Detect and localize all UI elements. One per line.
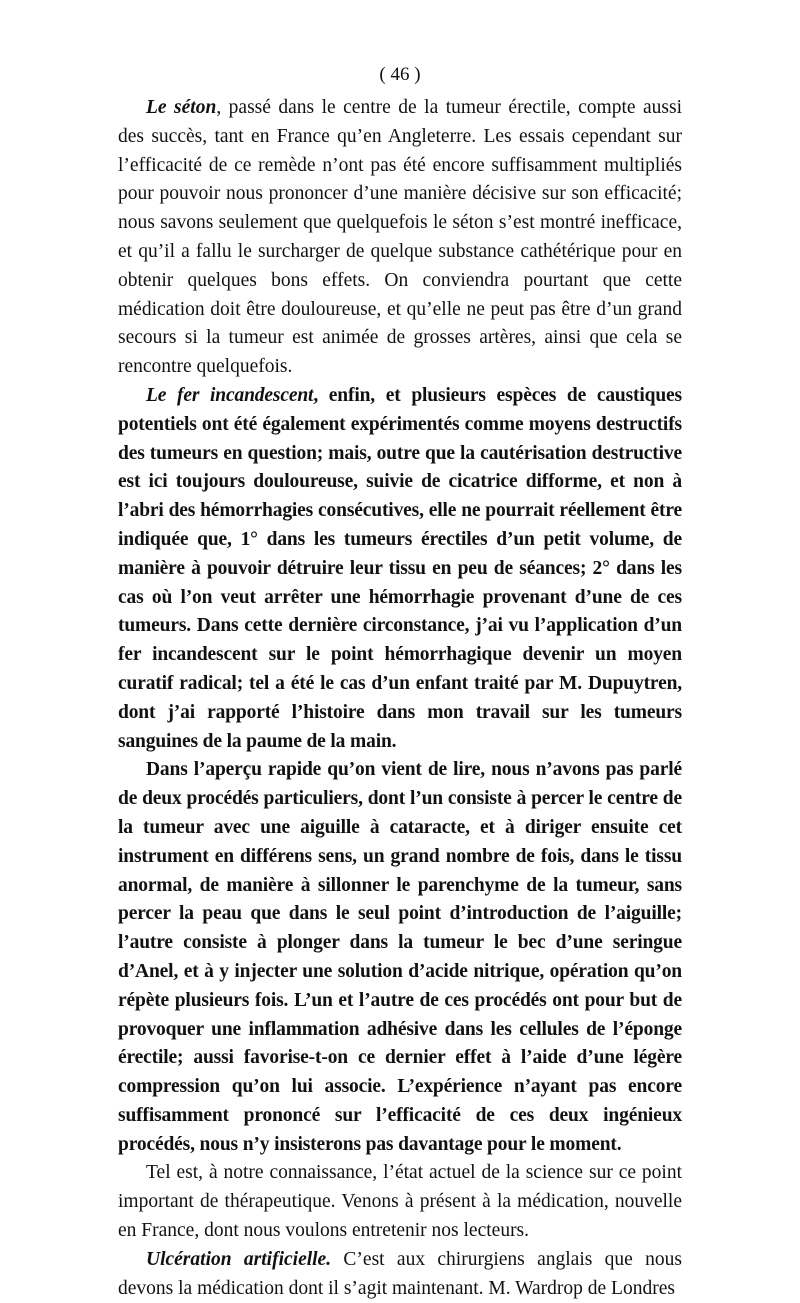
paragraph-body: Dans l’aperçu rapide qu’on vient de lire, nous n’avons pas parlé de deux procédés particuliers, dont l’un consiste à percer le centre de la tumeur avec une aiguille à cataracte, et à diriger ensuite cet instrument en différens sens, un grand nombre de fois, dans le tissu anormal, de manière à sillonner le parenchyme de la tumeur, sans percer la peau que dans le seul point d’introduction de l’aiguille; l’autre consiste à plonger dans la tumeur le bec d’une seringue d’Anel, et à y injecter une solution d’acide nitrique, opération qu’on répète plusieurs fois. L’un et l’autre de ces procédés ont pour but de provoquer une inflammation adhésive dans les cellules de l’éponge érectile; aussi favorise-t-on ce dernier effet à l’aide d’une légère compression qu’on lui associe. L’expérience n’ayant pas encore suffisamment prononcé sur l’efficacité de ces deux ingénieux procédés, nous n’y insisterons pas davantage pour le moment. [118,759,682,1155]
paragraph-body: , enfin, et plusieurs espèces de caustiques potentiels ont été également expérimentés comme moyens destructifs des tumeurs en question; mais, outre que la cautérisation destructive est ici toujours douloureuse, suivie de cicatrice difforme, et non à l’abri des hémorrhagies consécutives, elle ne pourrait réellement être indiquée que, 1° dans les tumeurs érectiles d’un petit volume, de manière à pouvoir détruire leur tissu en peu de séances; 2° dans les cas où l’on veut arrêter une hémorrhagie provenant d’une de ces tumeurs. Dans cette dernière circonstance, j’ai vu l’application d’un fer incandescent sur le point hémorrhagique devenir un moyen curatif radical; tel a été le cas d’un enfant traité par M. Dupuytren, dont j’ai rapporté l’histoire dans mon travail sur les tumeurs sanguines de la paume de la main. [118,384,682,752]
paragraph-body: C’est aux chirurgiens anglais que nous devons la médication dont il s’agit maintenant. M. Wardrop de Londres [118,1248,682,1299]
paragraph-fer-incandescent [118,382,682,756]
paragraph-ulceration [118,1246,682,1303]
page-number: ( 46 ) [379,64,421,85]
paragraph-body: , passé dans le centre de la tumeur érectile, compte aussi des succès, tant en France qu’en Angleterre. Les essais cependant sur l’efficacité de ce remède n’ont pas été encore suffisamment multipliés pour pouvoir nous prononcer d’une manière décisive sur son efficacité; nous savons seulement que quelquefois le séton s’est montré inefficace, et qu’il a fallu le surcharger de quelque substance cathétérique pour en obtenir quelques bons effets. On conviendra pourtant que cette médication doit être douloureuse, et qu’elle ne peut pas être d’un grand secours si la tumeur est animée de grosses artères, ainsi que cela se rencontre quelquefois. [118,97,683,378]
paragraph-lead: Le séton [146,97,217,118]
paragraph-lead: Le fer incandescent [146,384,314,406]
paragraph-lead: Ulcération artificielle. [146,1248,332,1270]
paragraph-body: Tel est, à notre connaissance, l’état actuel de la science sur ce point important de thérapeutique. Venons à présent à la médication, nouvelle en France, dont nous voulons entretenir nos lecteurs. [118,1162,682,1242]
book-page [118,62,682,1303]
paragraph-seton [118,94,682,382]
paragraph-deux-procedes [118,756,682,1159]
paragraph-etat-actuel [118,1159,682,1245]
